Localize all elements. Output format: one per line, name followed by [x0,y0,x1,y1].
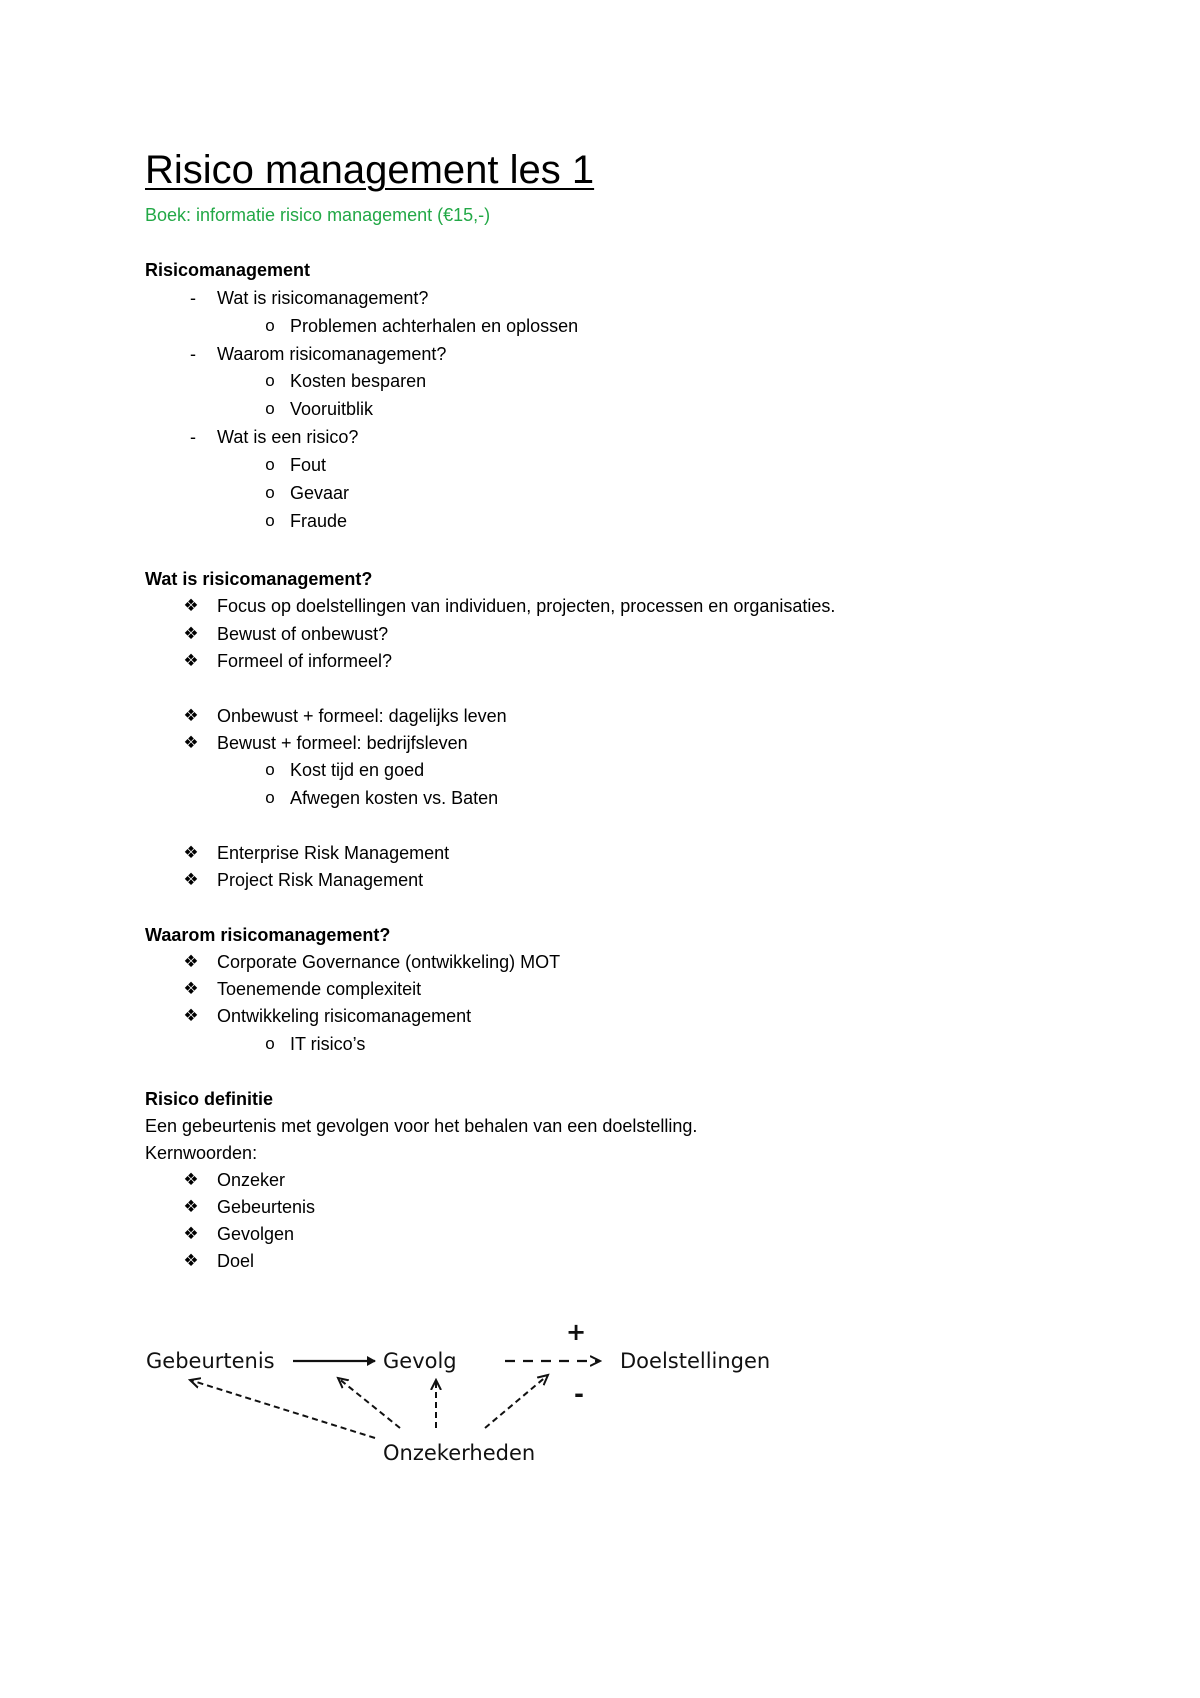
diagram-label-gevolg: Gevolg [383,1349,457,1373]
diamond-bullet: ❖ [183,706,199,725]
list-item: Wat is risicomanagement? [217,288,429,308]
diagram-label-gebeurtenis: Gebeurtenis [146,1349,275,1373]
list-item: Gevaar [290,483,350,503]
list-item: Gebeurtenis [217,1197,316,1217]
list-item: Problemen achterhalen en oplossen [290,316,579,336]
diamond-bullet: ❖ [183,1006,199,1025]
diamond-bullet: ❖ [183,870,199,889]
circle-bullet: o [265,1034,275,1053]
list-item: Vooruitblik [290,399,374,419]
circle-bullet: o [265,511,275,530]
page-title: Risico management les 1 [145,148,595,192]
circle-bullet: o [265,316,275,335]
list-item: Doel [217,1251,255,1271]
section-heading-risico-definitie: Risico definitie [145,1089,274,1109]
definition-text: Een gebeurtenis met gevolgen voor het behalen van een doelstelling. [145,1116,698,1136]
list-item: Waarom risicomanagement? [217,344,447,364]
circle-bullet: o [265,788,275,807]
circle-bullet: o [265,483,275,502]
dash-bullet: - [190,427,196,447]
arrow-onzekerheden-gevolg-diagonal [338,1378,400,1428]
list-item: Onbewust + formeel: dagelijks leven [217,706,507,726]
diagram-label-doelstellingen: Doelstellingen [620,1349,771,1373]
list-item: Fout [290,455,327,475]
list-item: Kost tijd en goed [290,760,425,780]
list-item: Toenemende complexiteit [217,979,422,999]
circle-bullet: o [265,371,275,390]
diamond-bullet: ❖ [183,651,199,670]
diamond-bullet: ❖ [183,952,199,971]
list-item: Afwegen kosten vs. Baten [290,788,499,808]
section-heading-risicomanagement: Risicomanagement [145,260,311,280]
diamond-bullet: ❖ [183,1224,199,1243]
book-reference: Boek: informatie risico management (€15,-) [145,205,491,225]
list-item: IT risico’s [290,1034,366,1054]
diamond-bullet: ❖ [183,733,199,752]
list-item: Fraude [290,511,348,531]
list-item: Ontwikkeling risicomanagement [217,1006,472,1026]
list-item: Onzeker [217,1170,286,1190]
arrow-onzekerheden-gebeurtenis [190,1380,375,1438]
diamond-bullet: ❖ [183,1251,199,1270]
list-item: Wat is een risico? [217,427,359,447]
risk-diagram [140,1310,800,1480]
list-item: Enterprise Risk Management [217,843,450,863]
dash-bullet: - [190,344,196,364]
diamond-bullet: ❖ [183,843,199,862]
dash-bullet: - [190,288,196,308]
diamond-bullet: ❖ [183,979,199,998]
list-item: Bewust + formeel: bedrijfsleven [217,733,468,753]
circle-bullet: o [265,399,275,418]
circle-bullet: o [265,455,275,474]
diamond-bullet: ❖ [183,1197,199,1216]
list-item: Focus op doelstellingen van individuen, projecten, processen en organisaties. [217,596,836,616]
diamond-bullet: ❖ [183,1170,199,1189]
arrow-onzekerheden-doelstellingen [485,1375,548,1428]
diagram-plus-sign: + [566,1318,587,1346]
diamond-bullet: ❖ [183,596,199,615]
diagram-minus-sign: - [574,1380,584,1408]
section-heading-wat-is: Wat is risicomanagement? [145,569,373,589]
keywords-label: Kernwoorden: [145,1143,258,1163]
list-item: Corporate Governance (ontwikkeling) MOT [217,952,561,972]
section-heading-waarom: Waarom risicomanagement? [145,925,391,945]
circle-bullet: o [265,760,275,779]
list-item: Project Risk Management [217,870,424,890]
diagram-label-onzekerheden: Onzekerheden [383,1441,536,1465]
diamond-bullet: ❖ [183,624,199,643]
list-item: Kosten besparen [290,371,427,391]
list-item: Bewust of onbewust? [217,624,389,644]
list-item: Formeel of informeel? [217,651,393,671]
list-item: Gevolgen [217,1224,295,1244]
